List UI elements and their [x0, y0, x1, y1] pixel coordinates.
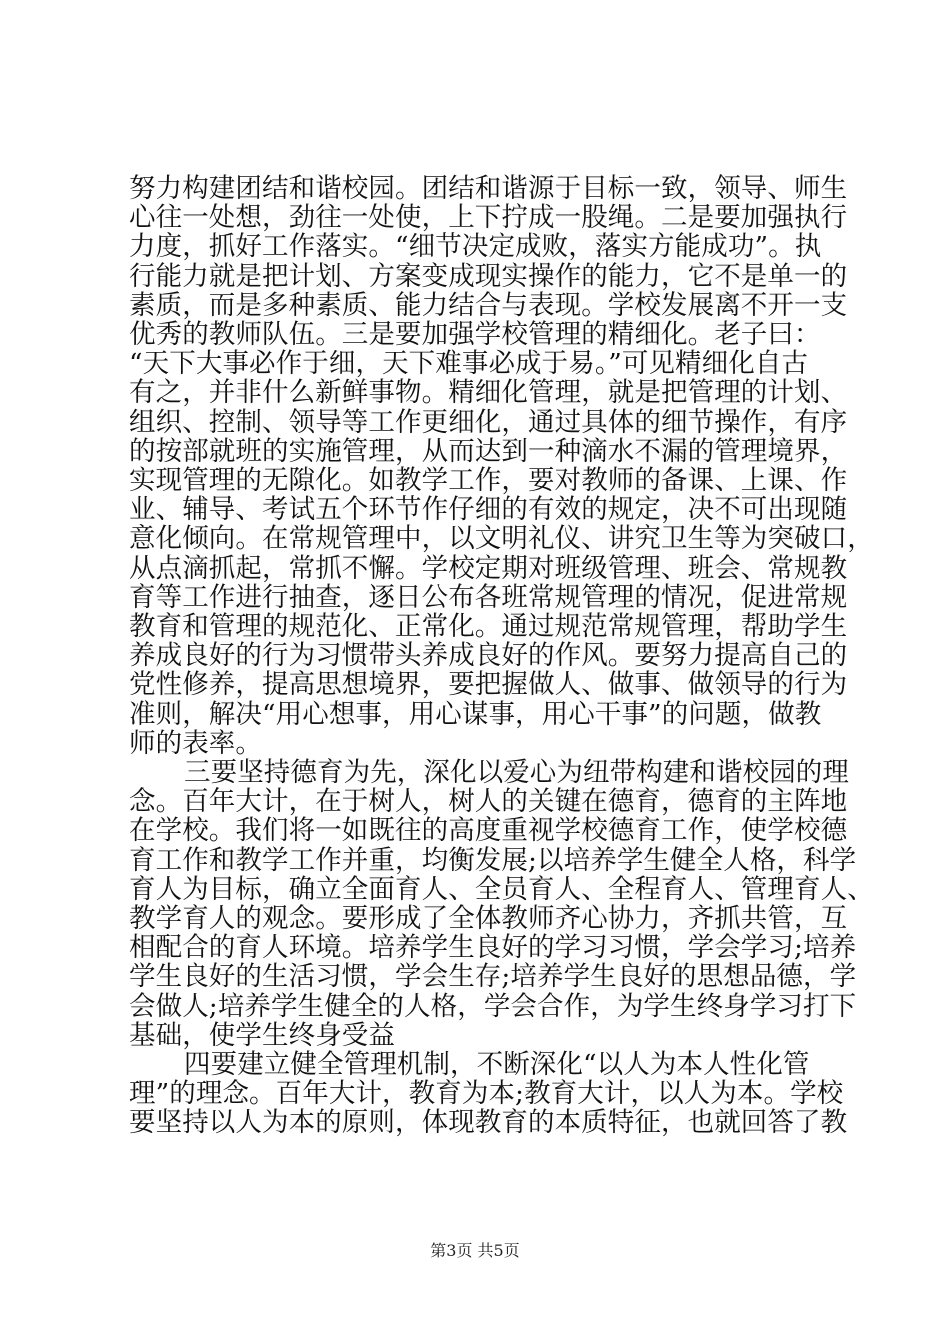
text-line: 组织、控制、领导等工作更细化，通过具体的细节操作，有序 — [129, 406, 848, 438]
text-line: 育人为目标，确立全面育人、全员育人、全程育人、管理育人、 — [129, 873, 874, 905]
text-line: 准则，解决“用心想事，用心谋事，用心干事”的问题，做教 — [129, 698, 822, 730]
page-footer — [0, 1241, 950, 1261]
text-line: 从点滴抓起，常抓不懈。学校定期对班级管理、班会、常规教 — [129, 552, 848, 584]
text-line: 念。百年大计，在于树人，树人的关键在德育，德育的主阵地 — [129, 786, 848, 818]
text-line: 基础，使学生终身受益 — [129, 1019, 395, 1051]
text-line: 育等工作进行抽查，逐日公布各班常规管理的情况，促进常规 — [129, 581, 848, 613]
text-line: 教育和管理的规范化、正常化。通过规范常规管理，帮助学生 — [129, 611, 848, 642]
text-line: 理”的理念。百年大计，教育为本;教育大计，以人为本。学校 — [129, 1078, 844, 1110]
text-line: 行能力就是把计划、方案变成现实操作的能力，它不是单一的 — [129, 260, 848, 292]
text-line: “天下大事必作于细，天下难事必成于易。”可见精细化自古 — [129, 348, 809, 380]
paragraph-start-line: 四要建立健全管理机制，不断深化“以人为本人性化管 — [184, 1049, 810, 1080]
text-line: 在学校。我们将一如既往的高度重视学校德育工作，使学校德 — [129, 815, 848, 847]
text-line: 心往一处想，劲往一处使，上下拧成一股绳。二是要加强执行 — [129, 202, 848, 234]
text-line: 实现管理的无隙化。如教学工作，要对教师的备课、上课、作 — [129, 465, 848, 496]
text-line: 相配合的育人环境。培养学生良好的学习习惯，学会学习;培养 — [129, 932, 857, 964]
text-line: 党性修养，提高思想境界，要把握做人、做事、做领导的行为 — [129, 669, 848, 701]
text-line: 力度，抓好工作落实。“细节决定成败，落实方能成功”。执 — [129, 231, 822, 263]
text-line: 要坚持以人为本的原则，体现教育的本质特征，也就回答了教 — [129, 1107, 848, 1139]
text-line: 育工作和教学工作并重，均衡发展;以培养学生健全人格，科学 — [129, 844, 857, 876]
text-line: 的按部就班的实施管理，从而达到一种滴水不漏的管理境界， — [129, 435, 848, 467]
text-line: 养成良好的行为习惯带头养成良好的作风。要努力提高自己的 — [129, 640, 848, 672]
text-line: 素质，而是多种素质、能力结合与表现。学校发展离不开一支 — [129, 289, 848, 321]
text-line: 业、辅导、考试五个环节作仔细的有效的规定，决不可出现随 — [129, 494, 848, 526]
text-line: 优秀的教师队伍。三是要加强学校管理的精细化。老子曰： — [129, 319, 821, 350]
page-number-label: 第3页 共5页 — [430, 1241, 520, 1260]
text-line: 努力构建团结和谐校园。团结和谐源于目标一致，领导、师生 — [129, 173, 848, 204]
text-line: 师的表率。 — [129, 727, 262, 759]
paragraph-start-line: 三要坚持德育为先，深化以爱心为纽带构建和谐校园的理 — [184, 757, 849, 788]
text-line: 意化倾向。在常规管理中，以文明礼仪、讲究卫生等为突破口， — [129, 523, 874, 555]
text-line: 教学育人的观念。要形成了全体教师齐心协力，齐抓共管，互 — [129, 903, 848, 934]
text-line: 会做人;培养学生健全的人格，学会合作，为学生终身学习打下 — [129, 990, 857, 1022]
text-line: 有之，并非什么新鲜事物。精细化管理，就是把管理的计划、 — [129, 377, 848, 409]
text-line: 学生良好的生活习惯，学会生存;培养学生良好的思想品德，学 — [129, 961, 857, 993]
